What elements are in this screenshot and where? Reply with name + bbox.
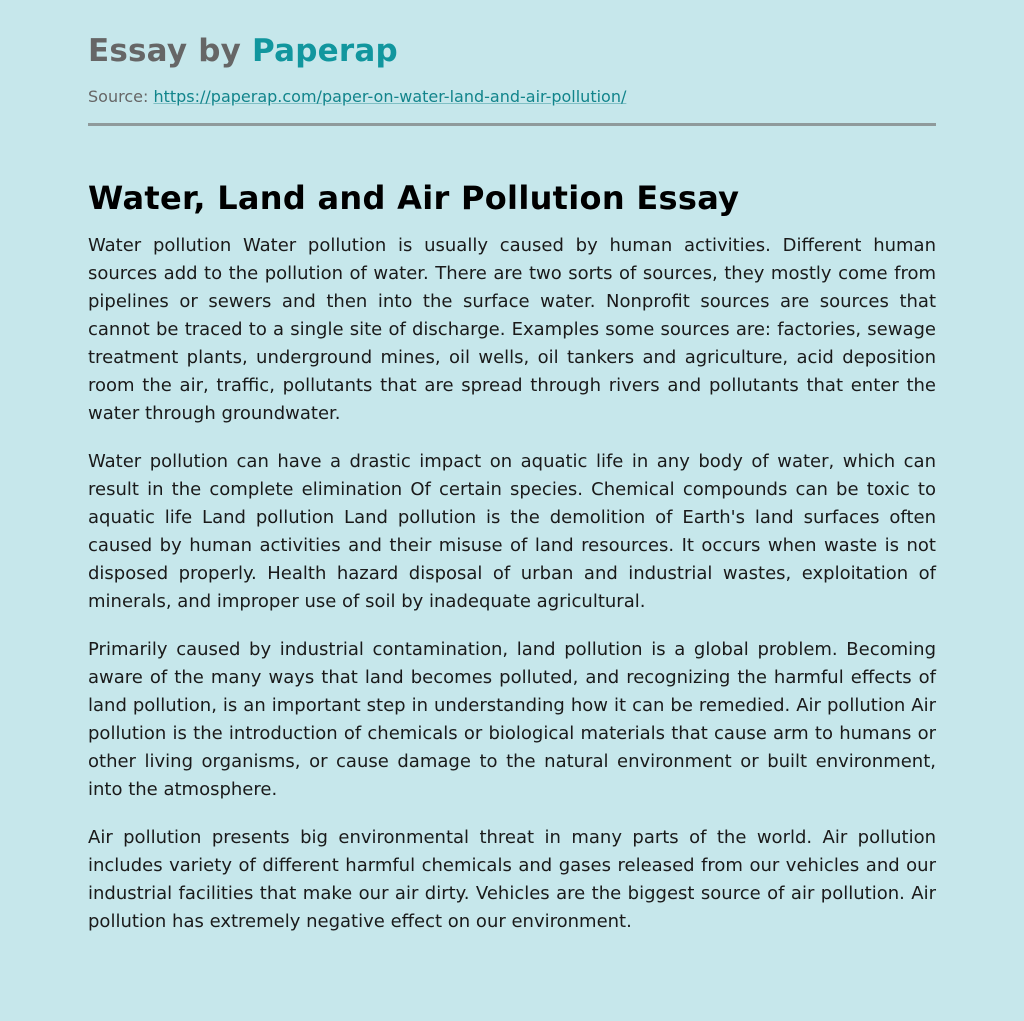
essay-paragraph: Water pollution can have a drastic impact on aquatic life in any body of water, which can result in the complete elimination Of certain species. Chemical compounds can be toxic to aquatic life Land pollution Land pollution is the demolition of Earth's land surfaces often caused by human activities and their misuse of land resources. It occurs when waste is not disposed properly. Health hazard disposal of urban and industrial wastes, exploitation of minerals, and improper use of soil by inadequate agricultural. <box>88 451 936 612</box>
brand-prefix: Essay by <box>88 33 242 69</box>
essay-paragraph: Primarily caused by industrial contamination, land pollution is a global problem. Becoming aware of the many ways that land becomes polluted, and recognizing the harmful effects of land pollution, is an important step in understanding how it can be remedied. Air pollution Air pollution is the introduction of chemicals or biological materials that cause arm to humans or other living organisms, or cause damage to the natural environment or built environment, into the atmosphere. <box>88 639 936 800</box>
source-line <box>88 86 936 108</box>
header-divider <box>88 123 936 126</box>
essay-paragraph: Water pollution Water pollution is usually caused by human activities. Different human sources add to the pollution of water. There are two sorts of sources, they mostly come from pipelines or sewers and then into the surface water. Nonprofit sources are sources that cannot be traced to a single site of discharge. Examples some sources are: factories, sewage treatment plants, underground mines, oil wells, oil tankers and agriculture, acid deposition room the air, traffic, pollutants that are spread through rivers and pollutants that enter the water through groundwater. <box>88 235 936 424</box>
essay-title: Water, Land and Air Pollution Essay <box>88 179 740 217</box>
site-brand[interactable] <box>88 30 936 72</box>
essay-body <box>88 232 936 936</box>
page <box>88 0 936 936</box>
source-link[interactable]: https://paperap.com/paper-on-water-land-and-air-pollution/ <box>153 87 627 106</box>
source-label: Source: <box>88 87 149 106</box>
essay-paragraph: Air pollution presents big environmental threat in many parts of the world. Air pollution includes variety of different harmful chemicals and gases released from our vehicles and our industrial facilities that make our air dirty. Vehicles are the biggest source of air pollution. Air pollution has extremely negative effect on our environment. <box>88 827 936 932</box>
brand-name: Paperap <box>252 33 398 69</box>
